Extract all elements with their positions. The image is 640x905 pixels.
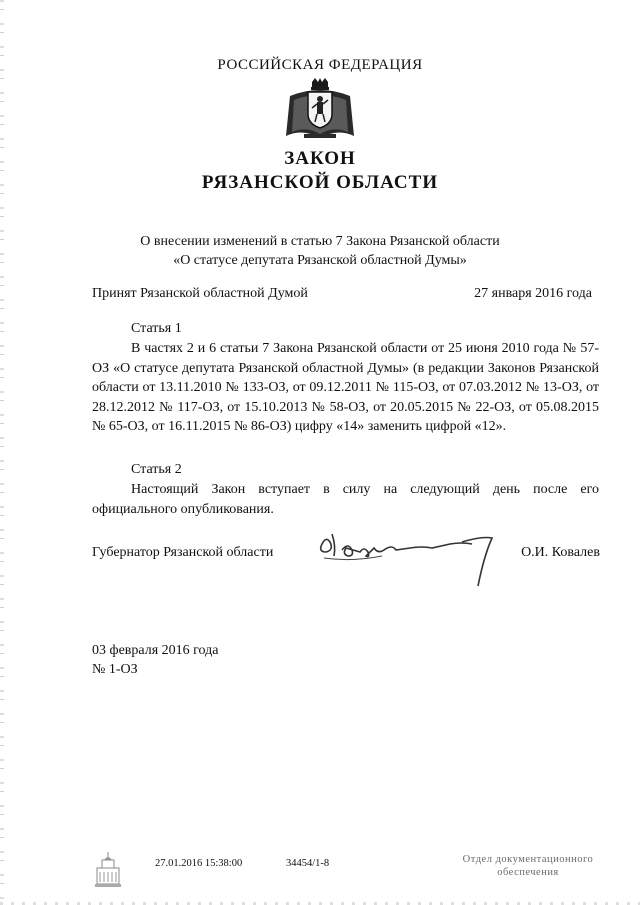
signing-date: 03 февраля 2016 года (92, 643, 219, 658)
scan-timestamp: 27.01.2016 15:38:00 (155, 858, 243, 869)
article-2-text: Настоящий Закон вступает в силу на следующий день после его официального опубликования. (92, 482, 599, 517)
law-subject (0, 232, 640, 270)
law-title-line1: ЗАКОН (284, 148, 356, 169)
signatory-name: О.И. Ковалев (521, 545, 600, 560)
department-line1: Отдел документационного (462, 854, 594, 865)
ryazan-coat-of-arms-icon (284, 78, 356, 144)
scan-edge (0, 0, 4, 905)
article-1-heading: Статья 1 (131, 321, 182, 336)
law-number: № 1-ОЗ (92, 662, 138, 677)
subject-line1: О внесении изменений в статью 7 Закона Рязанской области (140, 234, 500, 249)
adopted-by: Принят Рязанской областной Думой (92, 286, 308, 301)
law-title-line2: РЯЗАНСКОЙ ОБЛАСТИ (201, 172, 439, 193)
signing-date-block (92, 641, 219, 679)
adopted-date: 27 января 2016 года (474, 286, 592, 301)
law-title (0, 147, 640, 195)
department-line2: обеспечения (497, 867, 559, 878)
article-1-text: В частях 2 и 6 статьи 7 Закона Рязанской области от 25 июня 2010 года № 57-ОЗ «О статусе депутата Рязанской областной Думы» (в редакции Законов Рязанской области от 13.11.2010 № 133-ОЗ, от 09.12.2011 № 115-ОЗ, от 07.03.2012 № 13-ОЗ, от 28.12.2012 № 117-ОЗ, от 15.10.2013 № 58-ОЗ, от 20.05.2015 № 22-ОЗ, от 05.08.2015 № 65-ОЗ, от 16.11.2015 № 86-ОЗ) цифру «14» заменить цифрой «12». (92, 341, 599, 434)
signatory-position: Губернатор Рязанской области (92, 545, 274, 560)
registration-number: 34454/1-8 (286, 858, 330, 869)
handwritten-signature (312, 526, 502, 590)
article-2-heading: Статья 2 (131, 462, 182, 477)
subject-line2: «О статусе депутата Рязанской областной Думы» (173, 253, 467, 268)
federation-header: РОССИЙСКАЯ ФЕДЕРАЦИЯ (217, 57, 423, 73)
department-stamp (440, 853, 616, 879)
building-logo-icon (94, 850, 122, 890)
